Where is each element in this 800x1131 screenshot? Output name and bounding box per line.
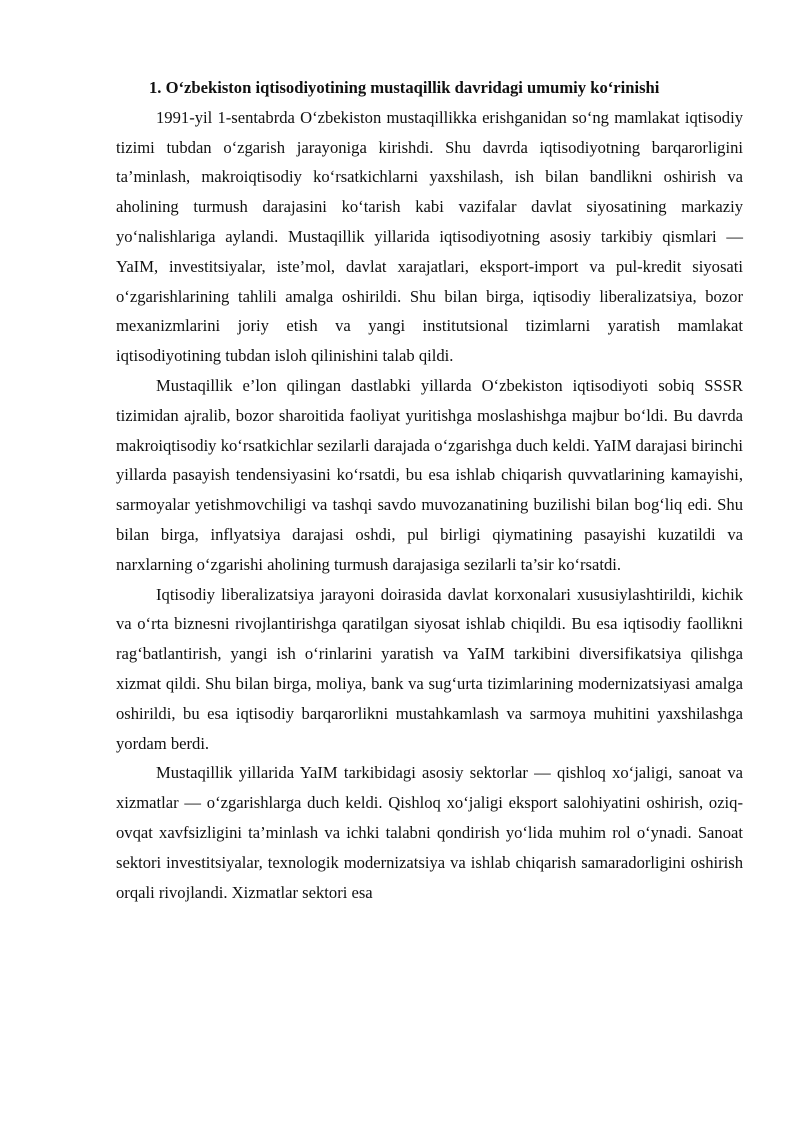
paragraph-independence-transition: 1991-yil 1-sentabrda O‘zbekiston mustaqillikka erishganidan so‘ng mamlakat iqtisodiy tizimi tubdan o‘zgarish jarayoniga kirishdi. Shu davrda iqtisodiyotning barqarorligini ta’minlash, makroiqtisodiy ko‘rsatkichlarni yaxshilash, ish bilan bandlikni oshirish va aholining turmush darajasini ko‘tarish kabi vazifalar davlat siyosatining markaziy yo‘nalishlariga aylandi. Mustaqillik yillarida iqtisodiyotning asosiy tarkibiy qismlari — YaIM, investitsiyalar, iste’mol, davlat xarajatlari, eksport-import va pul-kredit siyosati o‘zgarishlarining tahlili amalga oshirildi. Shu bilan birga, iqtisodiy liberalizatsiya, bozor mexanizmlarini joriy etish va yangi institutsional tizimlarni yaratish mamlakat iqtisodiyotining tubdan isloh qilinishini talab qildi. bbox=[116, 107, 743, 366]
paragraph-gdp-sectors: Mustaqillik yillarida YaIM tarkibidagi asosiy sektorlar — qishloq xo‘jaligi, sanoat va xizmatlar — o‘zgarishlarga duch keldi. Qishloq xo‘jaligi eksport salohiyatini oshirish, oziq-ovqat xavfsizligini ta’minlash va ichki talabni qondirish yo‘lida muhim rol o‘ynadi. Sanoat sektori investitsiyalar, texnologik modernizatsiya va ishlab chiqarish samaradorligini oshirish orqali rivojlandi. Xizmatlar sektori esa bbox=[116, 763, 743, 902]
paragraph-early-years: Mustaqillik e’lon qilingan dastlabki yillarda O‘zbekiston iqtisodiyoti sobiq SSSR tizimidan ajralib, bozor sharoitida faoliyat yuritishga moslashishga majbur bo‘ldi. Bu davrda makroiqtisodiy ko‘rsatkichlar sezilarli darajada o‘zgarishga duch keldi. YaIM darajasi birinchi yillarda pasayish tendensiyasini ko‘rsatdi, bu esa ishlab chiqarish quvvatlarining kamayishi, sarmoyalar yetishmovchiligi va tashqi savdo muvozanatining buzilishi bilan bog‘liq edi. Shu bilan birga, inflyatsiya darajasi oshdi, pul birligi qiymatining pasayishi kuzatildi va narxlarning o‘zgarishi aholining turmush darajasiga sezilarli ta’sir ko‘rsatdi. bbox=[116, 375, 743, 574]
section-heading: 1. O‘zbekiston iqtisodiyotining mustaqillik davridagi umumiy ko‘rinishi bbox=[149, 78, 660, 97]
paragraph-liberalization: Iqtisodiy liberalizatsiya jarayoni doirasida davlat korxonalari xususiylashtirildi, kichik va o‘rta biznesni rivojlantirishga qaratilgan siyosat ishlab chiqildi. Bu esa iqtisodiy faollikni rag‘batlantirish, yangi ish o‘rinlarini yaratish va YaIM tarkibini diversifikatsiya qilishga xizmat qildi. Shu bilan birga, moliya, bank va sug‘urta tizimlarining modernizatsiyasi amalga oshirildi, bu esa iqtisodiy barqarorlikni mustahkamlash va sarmoya muhitini yaxshilashga yordam berdi. bbox=[116, 584, 743, 753]
document-body bbox=[116, 73, 743, 907]
